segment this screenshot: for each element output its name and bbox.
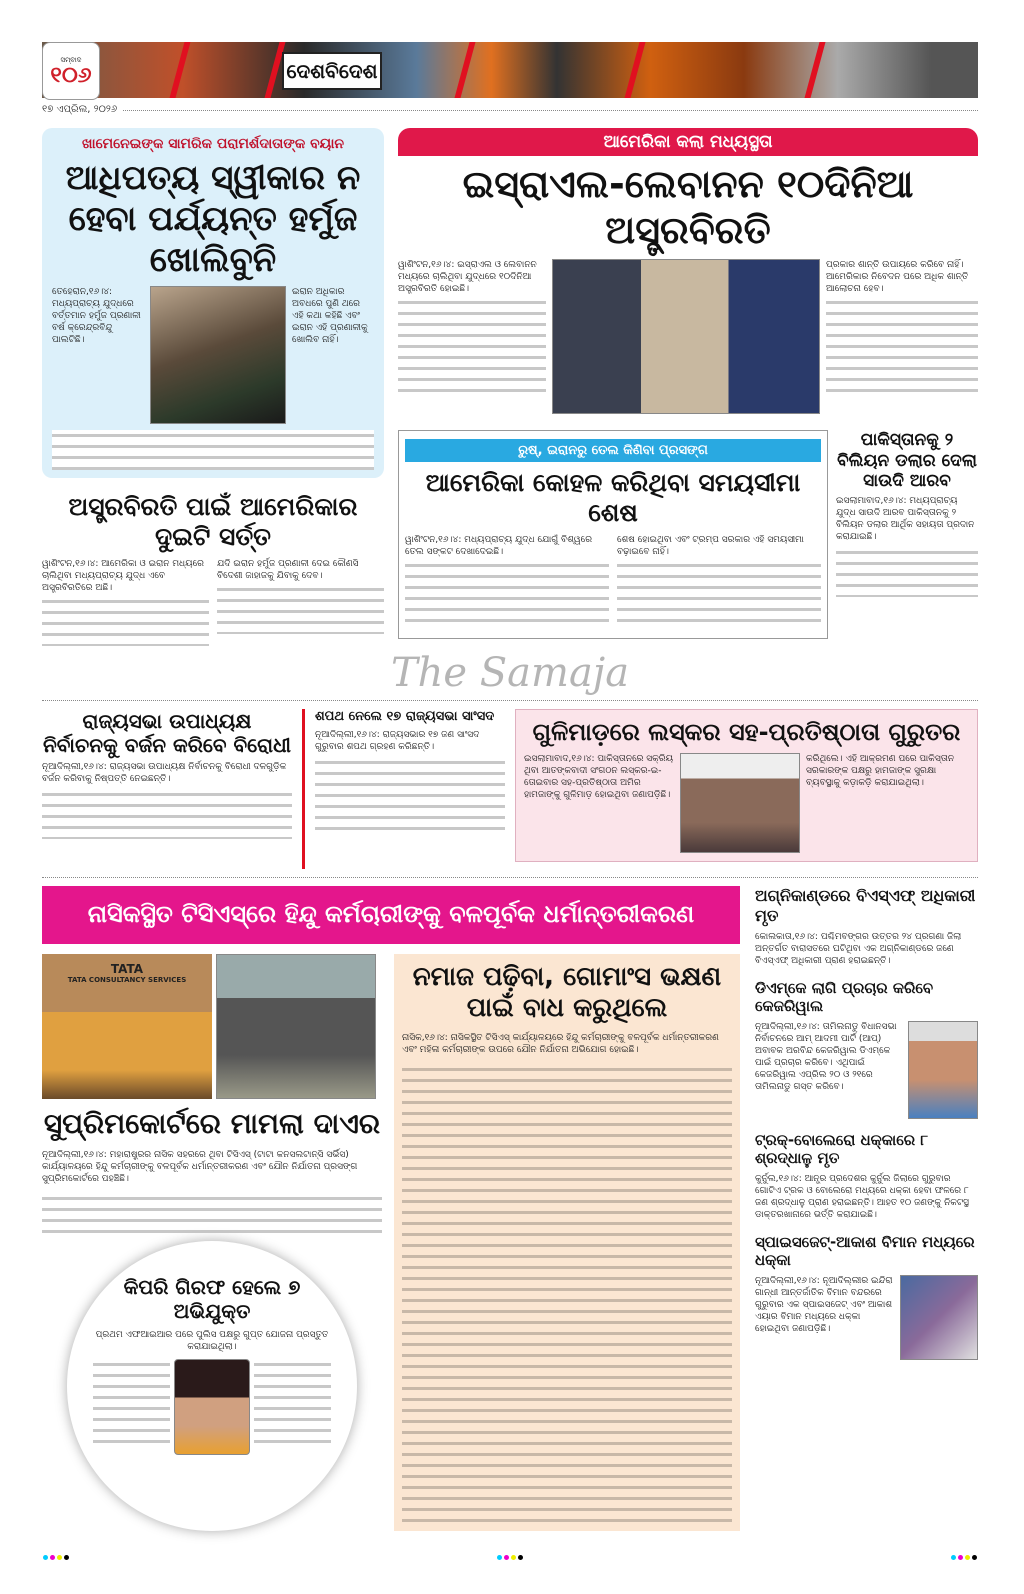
article-headline: ପାକିସ୍ତାନକୁ ୨ ବିଲିୟନ ଡଲାର ଦେଲା ସାଉଦି ଆରବ	[837, 430, 977, 491]
color-registration-marks	[42, 1545, 70, 1564]
article-body-continued	[42, 1193, 382, 1233]
article-body: ୱାଶିଂଟନ,୧୬।୪: ଆମେରିକା ଓ ଇରାନ ମଧ୍ୟରେ ଚାଲିଥିବା ମଧ୍ୟପ୍ରାଚ୍ୟ ଯୁଦ୍ଧ ଏବେ ଅସ୍ତ୍ରବିରତିରେ ଅଛି।	[42, 559, 204, 594]
article-lashkar-box	[515, 709, 978, 862]
article-column	[217, 558, 384, 634]
article-body: ପ୍ରଥମ ଏଫଆଇଆର ପରେ ପୁଲିସ ପକ୍ଷରୁ ଗୁପ୍ତ ଯୋଜନା ପ୍ରସ୍ତୁତ କରାଯାଇଥିଲା।	[95, 1329, 329, 1352]
article-namaz-box	[394, 954, 740, 1531]
article-headline: ଶପଥ ନେଲେ ୧୭ ରାଜ୍ୟସଭା ସାଂସଦ	[315, 709, 495, 725]
article-headline: ସୁପ୍ରିମକୋର୍ଟରେ ମାମଲା ଦାଏର	[43, 1106, 381, 1140]
article-oath	[315, 709, 505, 837]
top-row	[42, 128, 978, 646]
article-column	[826, 259, 978, 397]
tcs-photos	[42, 954, 382, 1099]
article-body: ଶେଷ ହୋଇଥିବା ଏବଂ ଟ୍ରମ୍ପ ସରକାର ଏହି ସମୟସୀମା ବଢ଼ାଇବେ ନାହିଁ।	[617, 535, 804, 558]
article-body-row	[42, 558, 384, 646]
article-iran-box	[42, 128, 384, 478]
bottom-row	[42, 886, 978, 1530]
article-body: ୱାଶିଂଟନ,୧୬।୪: ଇସ୍ରାଏଲ ଓ ଲେବାନନ ମଧ୍ୟରେ ଚାଲିଥିବା ଯୁଦ୍ଧରେ ୧୦ଦିନିଆ ଅସ୍ତ୍ରବିରତି ହୋଇଛି।	[398, 260, 537, 295]
left-column	[42, 128, 384, 646]
divider	[42, 700, 978, 701]
article-kicker-banner: ଆମେରିକା କଲା ମଧ୍ୟସ୍ଥତା	[398, 128, 978, 156]
photo-tcs-office	[42, 954, 212, 1099]
article-headline: ଆଧିପତ୍ୟ ସ୍ୱୀକାର ନ ହେବା ପର୍ଯ୍ୟନ୍ତ ହର୍ମୁଜ ଖୋଲିବୁନି	[65, 158, 361, 280]
section-title: ଦେଶବିଦେଶ	[282, 52, 382, 90]
article-body: ନୂଆଦିଲ୍ଲୀ,୧୬।୪: ମହାରାଷ୍ଟ୍ରର ନାସିକ ସହରରେ ଥିବା ଟିସିଏସ୍ (ଟାଟା କନସଲଟାନ୍ସି ସର୍ଭିସ) କାର୍ଯ୍ୟାଳୟରେ ହିନ୍ଦୁ କର୍ମଚାରୀଙ୍କୁ ବଳପୂର୍ବକ ଧର୍ମାନ୍ତରୀକରଣ ଏବଂ ଯୌନ ନିର୍ଯାତନା ପ୍ରସଙ୍ଗ ସୁପ୍ରିମକୋର୍ଟରେ ପହଞ୍ଚିଛି।	[42, 1149, 358, 1184]
article-headline: ଡିଏମ୍‌କେ ଲାଗି ପ୍ରଚାର କରିବେ କେଜରିୱାଲ	[755, 978, 934, 1015]
photo-lashkar-cofounder	[680, 753, 800, 853]
article-headline: ନମାଜ ପଢ଼ିବା, ଗୋମାଂସ ଭକ୍ଷଣ ପାଇଁ ବାଧ କରୁଥିଲେ	[412, 961, 722, 1024]
article-body: ନୂଆଦିଲ୍ଲୀ,୧୬।୪: ରାଜ୍ୟସଭା ଉପାଧ୍ୟକ୍ଷ ନିର୍ବାଚନକୁ ବିରୋଧୀ ଦଳଗୁଡ଼ିକ ବର୍ଜନ କରିବାକୁ ନିଷ୍ପତ୍ତି ନେଇଛନ୍ତି।	[42, 762, 287, 785]
article-column	[405, 534, 609, 630]
article-body: ତେହେରାନ,୧୬।୪: ମଧ୍ୟପ୍ରାଚ୍ୟ ଯୁଦ୍ଧରେ ବର୍ତ୍ତମାନ ହର୍ମୁଜ ପ୍ରଣାଳୀ ବର୍ଷ କ୍ରେନ୍ଦ୍ରବିନ୍ଦୁ ପାଲଟିଛି।	[52, 287, 141, 346]
tcs-row	[42, 954, 740, 1531]
article-rajyasabha	[42, 709, 292, 839]
right-news-column	[755, 886, 978, 1359]
article-headline: ଗୁଳିମାଡ଼ରେ ଲସ୍କର ସହ-ପ୍ରତିଷ୍ଠାତା ଗୁରୁତର	[532, 718, 961, 747]
article-body-continued	[826, 297, 978, 397]
article-headline: ଟ୍ରକ୍-ବୋଲେରୋ ଧକ୍କାରେ ୮ ଶ୍ରଦ୍ଧାଳୁ ମୃତ	[755, 1130, 929, 1167]
photo-accused-arrest	[216, 954, 376, 1099]
article-headline: ସ୍ପାଇସଜେଟ୍-ଆକାଶ ବିମାନ ମଧ୍ୟରେ ଧକ୍କା	[755, 1232, 975, 1269]
article-body-continued	[398, 297, 546, 397]
article-headline-main: ଇସ୍ରାଏଲ-ଲେବାନନ ୧୦ଦିନିଆ ଅସ୍ତ୍ରବିରତି	[462, 162, 914, 252]
article-body: ଇରାନ ଅଧିକାର ଅବଧରେ ପୁଣି ଥରେ ଏହି କଥା କହିଛି ଏବଂ ଇରାନ ଏହି ପ୍ରଣାଳୀକୁ ଖୋଲିବ ନାହିଁ।	[292, 287, 368, 346]
article-body-continued	[617, 560, 821, 630]
right-column	[398, 128, 978, 639]
article-body: ୱାଶିଂଟନ,୧୬।୪: ମଧ୍ୟପ୍ରାଚ୍ୟ ଯୁଦ୍ଧ ଯୋଗୁଁ ବିଶ୍ୱରେ ତେଲ ସଙ୍କଟ ଦେଖାଦେଇଛି।	[405, 535, 593, 558]
tcs-left-column	[42, 954, 382, 1531]
article-headline: ଅସ୍ତ୍ରବିରତି ପାଇଁ ଆମେରିକାର ଦୁଇଟି ସର୍ତ୍ତ	[68, 492, 358, 552]
article-body-row	[524, 753, 969, 853]
middle-row	[42, 709, 978, 869]
tcs-section	[42, 886, 740, 1530]
article-body: କରିଥିଲେ। ଏହି ଆକ୍ରମଣ ପରେ ପାକିସ୍ତାନ ସରକାରଙ୍କ ପକ୍ଷରୁ ହାମଜାଙ୍କ ସୁରକ୍ଷା ବ୍ୟବସ୍ଥାକୁ କଡ଼ାକଡ଼ି କରାଯାଇଥିଲା।	[806, 754, 955, 789]
photo-leaders	[552, 259, 820, 414]
article-body: ଯଦି ଇରାନ ହର୍ମୁଜ ପ୍ରଣାଳୀ ଦେଇ କୌଣସି ବିଦେଶୀ ଜାହାଜକୁ ଯିବାକୁ ଦେବ।	[217, 559, 359, 582]
article-body-continued	[836, 547, 978, 597]
article-oil-box	[398, 430, 828, 639]
article-body-continued	[93, 1359, 170, 1449]
article-body-row	[93, 1359, 331, 1455]
article-column	[617, 534, 821, 630]
photo-accused-woman	[174, 1359, 250, 1455]
watermark: The Samaja	[390, 650, 630, 697]
divider	[42, 877, 978, 878]
article-headline: ଅଗ୍ନିକାଣ୍ଡରେ ବିଏସ୍‌ଏଫ୍ ଅଧିକାରୀ ମୃତ	[755, 886, 976, 925]
logo-text: ସମ୍ବାଦ	[60, 55, 82, 64]
article-body-row	[755, 1021, 978, 1119]
article-kicker: ଖାମେନେଇଙ୍କ ସାମରିକ ପରାମର୍ଶଦାତାଙ୍କ ବୟାନ	[81, 136, 345, 152]
article-body-continued	[217, 584, 384, 634]
article-body-continued	[52, 430, 374, 470]
article-body-continued	[402, 1064, 732, 1522]
article-body-row	[405, 534, 821, 630]
article-headline: ଆମେରିକା କୋହଳ କରିଥିବା ସମୟସୀମା ଶେଷ	[425, 468, 801, 528]
article-body-row	[398, 259, 978, 414]
article-body-continued	[42, 596, 209, 646]
article-body-continued	[42, 789, 292, 839]
photo-iranian-commander	[150, 286, 286, 424]
article-body: ଇସଲାମାବାଦ,୧୬।୪: ମଧ୍ୟପ୍ରାଚ୍ୟ ଯୁଦ୍ଧ ସାଉଦି ଆରବ ପାକିସ୍ତାନକୁ ୨ ବିଲିୟନ ଡଲାର ଆର୍ଥିକ ସହାୟତା ପ୍ରଦାନ କରାଯାଇଛି।	[836, 496, 975, 543]
photo-kejriwal	[908, 1021, 978, 1119]
article-kicker-banner: ରୁଷ୍, ଇରାନରୁ ତେଲ କିଣିବା ପ୍ରସଙ୍ଗ	[405, 439, 821, 462]
article-headline: ରାଜ୍ୟସଭା ଉପାଧ୍ୟକ୍ଷ ନିର୍ବାଚନକୁ ବର୍ଜନ କରିବେ ବିରୋଧୀ	[43, 709, 291, 758]
article-body: କୁର୍ନୁଲ,୧୬।୪: ଆନ୍ଧ୍ର ପ୍ରଦେଶର କୁର୍ନୁଲ ଜିଲାରେ ଗୁରୁବାର ଗୋଟିଏ ଟ୍ରକ ଓ ବୋଲେରୋ ମଧ୍ୟରେ ଧକ୍କା ହେବା ଫଳରେ ୮ ଜଣ ଶ୍ରଦ୍ଧାଳୁ ପ୍ରାଣ ହରାଇଛନ୍ତି। ଆହତ ୧୦ ଜଣଙ୍କୁ ନିକଟସ୍ଥ ଡାକ୍ତରଖାନାରେ ଭର୍ତ୍ତି କରାଯାଇଛି।	[755, 1173, 969, 1220]
photo-aircraft	[900, 1275, 978, 1360]
color-registration-marks	[496, 1545, 524, 1564]
article-body-continued	[405, 560, 609, 630]
logo-number: ୧୦୬	[50, 62, 92, 88]
article-body: ନୂଆଦିଲ୍ଲୀ,୧୬।୪: ତାମିଲନାଡୁ ବିଧାନସଭା ନିର୍ବାଚନରେ ଆମ୍ ଆଦମୀ ପାର୍ଟି (ଆପ୍) ଅବାବକ ଅରବିନ୍ଦ କେଜରିୱାଲ ଡିଏମ୍‌କେ ପାଇଁ ପ୍ରଚାର କରିବେ। ଏଥିପାଇଁ କେଜରିୱାଲ ଏପ୍ରିଲ ୨୦ ଓ ୨୧ରେ ତାମିଲନାଡୁ ଗସ୍ତ କରିବେ।	[755, 1021, 897, 1092]
article-body: ଇସଲାମାବାଦ,୧୬।୪: ପାକିସ୍ତାନରେ ସକ୍ରିୟ ଥିବା ଆତଙ୍କବାଦୀ ସଂଗଠନ ଲସ୍କର-ଇ-ତୋଇବାର ସହ-ପ୍ରତିଷ୍ଠାତା ଅମିର ହାମଜାଙ୍କୁ ଗୁଳିମାଡ଼ ହୋଇଥିବା ଜଣାପଡ଼ିଛି।	[524, 754, 674, 801]
article-body: ନୂଆଦିଲ୍ଲୀ,୧୬।୪: ନୂଆଦିଲ୍ଲୀର ଇନ୍ଦିରା ଗାନ୍ଧୀ ଆନ୍ତର୍ଜାତିକ ବିମାନ ବନ୍ଦରରେ ଗୁରୁବାର ଏକ ସ୍ପାଇସଜେଟ୍ ଏବଂ ଆକାଶ ଏୟାର ବିମାନ ମଧ୍ୟରେ ଧକ୍କା ହୋଇଥିବା ଜଣାପଡ଼ିଛି।	[755, 1275, 893, 1334]
color-registration-marks	[950, 1545, 978, 1564]
article-body: ପ୍ରକାର ଶାନ୍ତି ଉପାୟରେ କରିବେ ନାହିଁ। ଆମେରିକାର ନିବେଦନ ପରେ ଅଧିକ ଶାନ୍ତି ଆଲୋଚନା ହେବ।	[826, 260, 969, 295]
article-column	[42, 558, 209, 646]
article-body-continued	[254, 1359, 331, 1449]
photo-caption-text: TATA CONSULTANCY SERVICES	[67, 975, 187, 984]
article-body: ନାସିକ,୧୬।୪: ନାସିକସ୍ଥିତ ଟିସିଏସ୍ କାର୍ଯ୍ୟାଳୟରେ ହିନ୍ଦୁ କର୍ମଚାରୀଙ୍କୁ ବଳପୂର୍ବକ ଧର୍ମାନ୍ତରୀକରଣ ଏବଂ ମହିଳା କର୍ମଚାରୀଙ୍କ ଉପରେ ଯୌନ ନିର୍ଯାତନା ଅଭିଯୋଗ ହୋଇଛି।	[402, 1033, 719, 1056]
article-body-continued	[315, 757, 505, 837]
article-body: କୋଲକାତା,୧୬।୪: ପଶ୍ଚିମବଙ୍ଗର ଉତ୍ତର ୨୪ ପ୍ରଗଣା ଜିଲା ଅନ୍ତର୍ଗତ ବାରାସତରେ ଘଟିଥିବା ଏକ ଅଗ୍ନିକାଣ୍ଡରେ ଜଣେ ବିଏସ୍‌ଏଫ୍ ଅଧିକାରୀ ପ୍ରାଣ ହରାଇଛନ୍ତି।	[755, 931, 962, 966]
photo-logo-text: TATA	[110, 961, 144, 976]
issue-date: ୧୭ ଏପ୍ରିଲ, ୨୦୨୬	[42, 104, 123, 115]
article-pakistan	[836, 430, 978, 597]
article-banner-headline: ନାସିକସ୍ଥିତ ଟିସିଏସ୍‌ରେ ହିନ୍ଦୁ କର୍ମଚାରୀଙ୍କୁ ବଳପୂର୍ବକ ଧର୍ମାନ୍ତରୀକରଣ	[42, 886, 740, 944]
sidebar-circle-box	[67, 1241, 357, 1531]
article-body: ନୂଆଦିଲ୍ଲୀ,୧୬।୪: ରାଜ୍ୟସଭାର ୧୭ ଜଣ ସାଂସଦ ଗୁରୁବାର ଶପଥ ଗ୍ରହଣ କରିଛନ୍ତି।	[315, 729, 480, 752]
divider	[302, 709, 305, 869]
article-body-row	[755, 1275, 978, 1360]
footer-marks	[42, 1545, 978, 1564]
lower-row	[398, 430, 978, 639]
article-headline: କିପରି ଗିରଫ ହେଲେ ୭ ଅଭିଯୁକ୍ତ	[123, 1274, 301, 1323]
page-content	[42, 0, 978, 1594]
article-body-row	[52, 286, 374, 424]
article-column	[398, 259, 546, 397]
